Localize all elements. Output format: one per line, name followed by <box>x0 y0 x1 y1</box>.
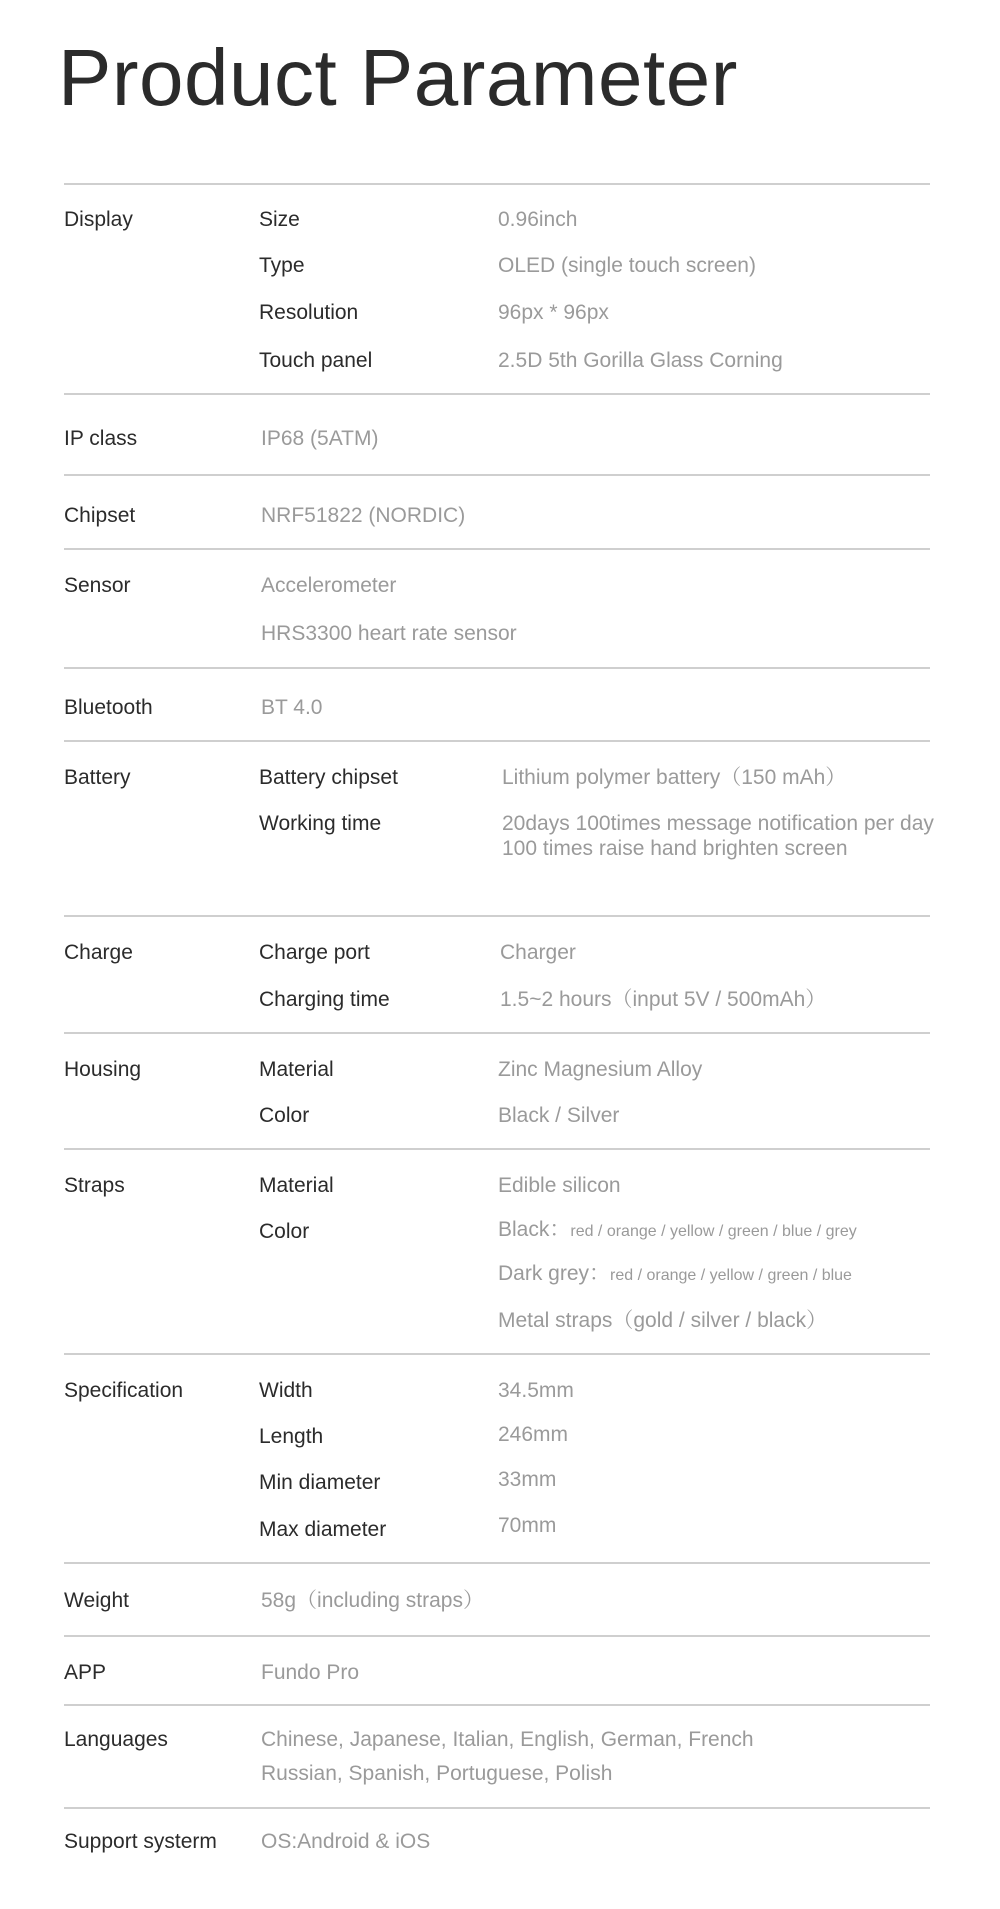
straps-color-key: Color <box>259 1220 310 1243</box>
straps-darkgrey-row <box>498 1263 852 1284</box>
app-value: Fundo Pro <box>261 1661 360 1684</box>
display-resolution-value: 96px * 96px <box>498 301 609 324</box>
battery-time-key: Working time <box>259 812 382 835</box>
ip-value: IP68 (5ATM) <box>261 427 379 450</box>
spec-length-key: Length <box>259 1425 324 1448</box>
divider <box>64 1635 930 1637</box>
spec-width-key: Width <box>259 1379 313 1402</box>
straps-material-value: Edible silicon <box>498 1174 621 1197</box>
display-label: Display <box>64 208 133 231</box>
divider <box>64 667 930 669</box>
display-touch-value: 2.5D 5th Gorilla Glass Corning <box>498 349 783 372</box>
bluetooth-label: Bluetooth <box>64 696 153 719</box>
straps-label: Straps <box>64 1174 125 1197</box>
divider <box>64 740 930 742</box>
battery-chipset-key: Battery chipset <box>259 766 398 789</box>
chipset-label: Chipset <box>64 504 136 527</box>
weight-value: 58g（including straps） <box>261 1589 484 1612</box>
battery-time-value-2: 100 times raise hand brighten screen <box>502 837 848 860</box>
straps-material-key: Material <box>259 1174 334 1197</box>
display-size-value: 0.96inch <box>498 208 578 231</box>
display-touch-key: Touch panel <box>259 349 373 372</box>
housing-color-value: Black / Silver <box>498 1104 620 1127</box>
housing-color-key: Color <box>259 1104 310 1127</box>
sensor-value-2: HRS3300 heart rate sensor <box>261 622 517 645</box>
languages-value-2: Russian, Spanish, Portuguese, Polish <box>261 1762 613 1785</box>
sensor-label: Sensor <box>64 574 131 597</box>
charge-time-key: Charging time <box>259 988 390 1011</box>
divider <box>64 1353 930 1355</box>
charge-port-value: Charger <box>500 941 576 964</box>
divider <box>64 474 930 476</box>
straps-metal-value: Metal straps（gold / silver / black） <box>498 1309 828 1332</box>
battery-chipset-value: Lithium polymer battery（150 mAh） <box>502 766 847 789</box>
languages-value-1: Chinese, Japanese, Italian, English, German, French <box>261 1728 754 1751</box>
divider <box>64 1807 930 1809</box>
chipset-value: NRF51822 (NORDIC) <box>261 504 466 527</box>
spec-length-value: 246mm <box>498 1423 569 1446</box>
divider <box>64 393 930 395</box>
housing-material-value: Zinc Magnesium Alloy <box>498 1058 703 1081</box>
divider <box>64 548 930 550</box>
charge-time-value: 1.5~2 hours（input 5V / 500mAh） <box>500 988 827 1011</box>
app-label: APP <box>64 1661 107 1684</box>
charge-label: Charge <box>64 941 133 964</box>
display-size-key: Size <box>259 208 300 231</box>
spec-max-value: 70mm <box>498 1514 557 1537</box>
divider <box>64 183 930 185</box>
display-resolution-key: Resolution <box>259 301 359 324</box>
straps-darkgrey-label: Dark grey： <box>498 1262 611 1285</box>
battery-time-value-1: 20days 100times message notification per day <box>502 812 934 835</box>
divider <box>64 915 930 917</box>
page-title: Product Parameter <box>58 33 738 122</box>
weight-label: Weight <box>64 1589 129 1612</box>
straps-black-label: Black： <box>498 1218 571 1241</box>
display-type-value: OLED (single touch screen) <box>498 254 756 277</box>
housing-label: Housing <box>64 1058 142 1081</box>
bluetooth-value: BT 4.0 <box>261 696 323 719</box>
straps-black-row <box>498 1219 857 1240</box>
spec-min-value: 33mm <box>498 1468 557 1491</box>
spec-min-key: Min diameter <box>259 1471 381 1494</box>
languages-label: Languages <box>64 1728 168 1751</box>
sensor-value-1: Accelerometer <box>261 574 397 597</box>
divider <box>64 1148 930 1150</box>
battery-label: Battery <box>64 766 131 789</box>
support-label: Support systerm <box>64 1830 217 1853</box>
spec-width-value: 34.5mm <box>498 1379 574 1402</box>
support-value: OS:Android & iOS <box>261 1830 431 1853</box>
divider <box>64 1704 930 1706</box>
straps-darkgrey-colors: red / orange / yellow / green / blue <box>610 1267 852 1284</box>
divider <box>64 1562 930 1564</box>
divider <box>64 1032 930 1034</box>
housing-material-key: Material <box>259 1058 334 1081</box>
charge-port-key: Charge port <box>259 941 370 964</box>
display-type-key: Type <box>259 254 305 277</box>
spec-max-key: Max diameter <box>259 1518 387 1541</box>
straps-black-colors: red / orange / yellow / green / blue / grey <box>570 1223 857 1240</box>
ip-label: IP class <box>64 427 138 450</box>
spec-label: Specification <box>64 1379 184 1402</box>
